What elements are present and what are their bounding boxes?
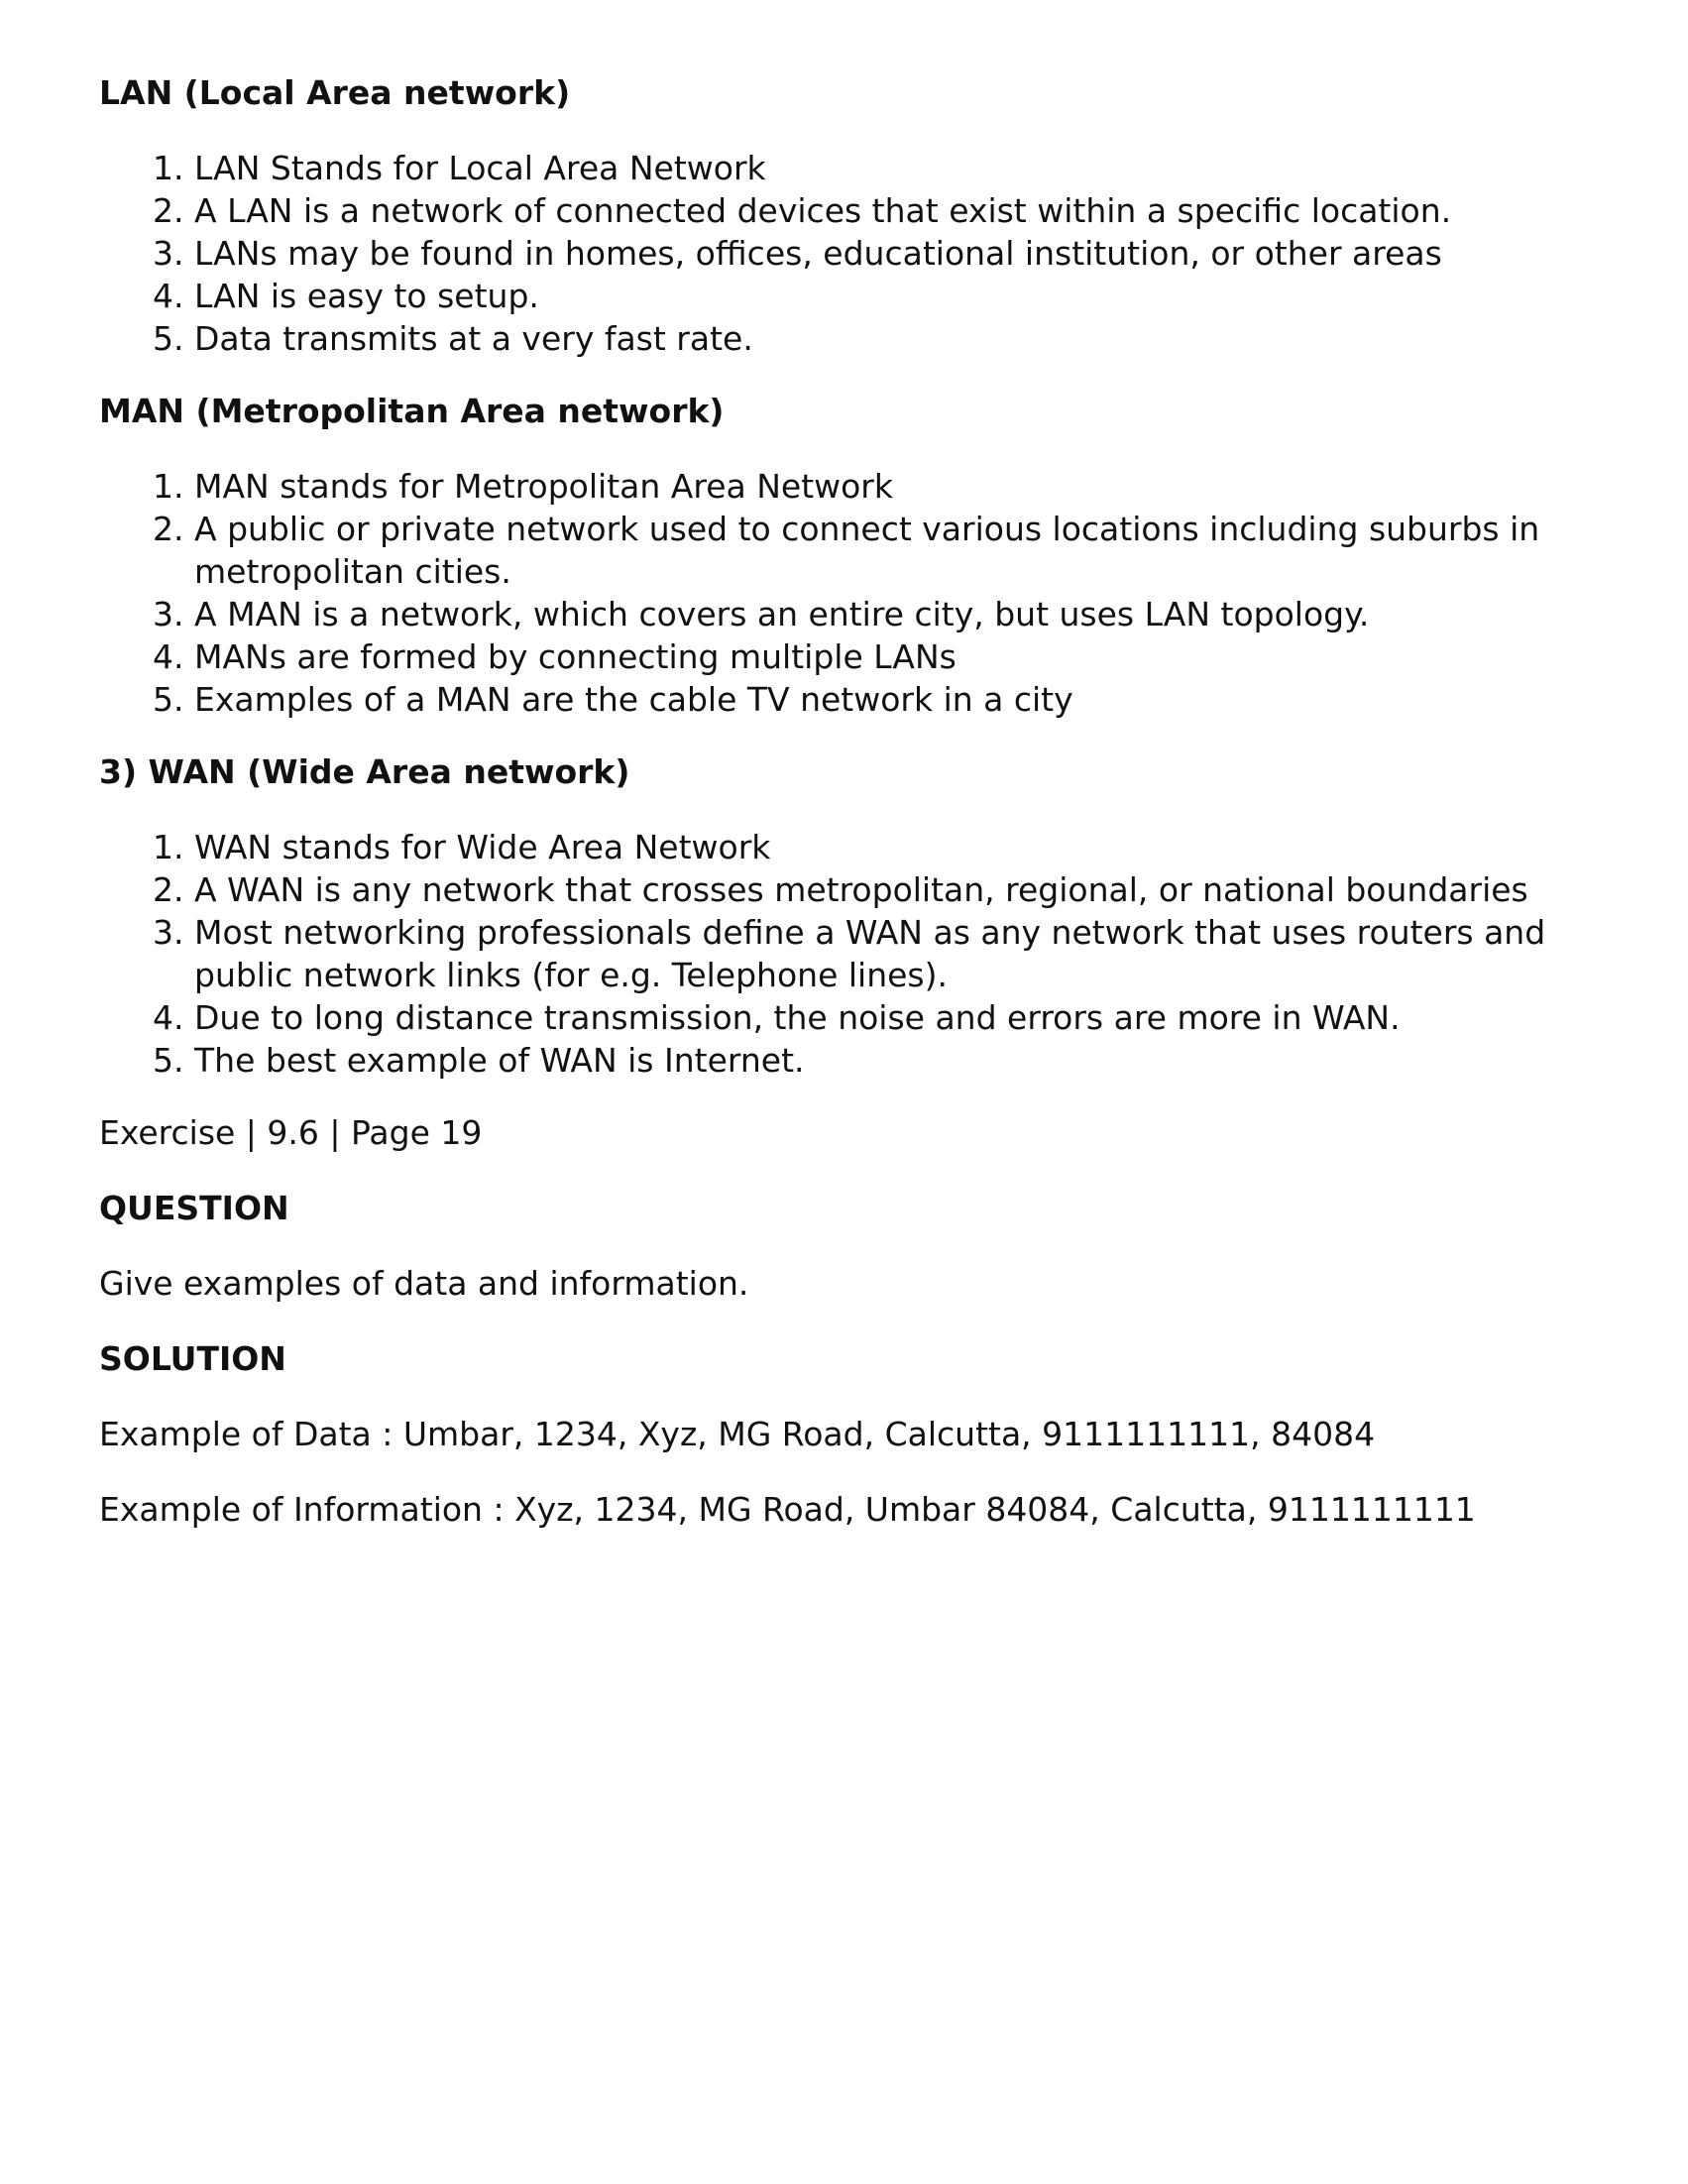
wan-heading: 3) WAN (Wide Area network) — [99, 752, 630, 791]
question-text: Give examples of data and information. — [99, 1264, 749, 1303]
list-item: 4. Due to long distance transmission, the noise and errors are more in WAN. — [194, 996, 1606, 1039]
wan-list — [99, 826, 1606, 1082]
man-list — [99, 465, 1606, 721]
list-item: 5. Examples of a MAN are the cable TV network in a city — [194, 678, 1606, 721]
document-page — [99, 71, 1606, 1563]
list-item: 5. Data transmits at a very fast rate. — [194, 317, 1606, 360]
lan-list — [99, 147, 1606, 360]
lan-heading: LAN (Local Area network) — [99, 73, 571, 112]
list-item: 3. LANs may be found in homes, offices, educational institution, or other areas — [194, 232, 1606, 275]
list-item: 2. A LAN is a network of connected devices that exist within a specific location. — [194, 189, 1606, 232]
information-example: Example of Information : Xyz, 1234, MG Road, Umbar 84084, Calcutta, 9111111111 — [99, 1490, 1476, 1529]
list-item: 4. MANs are formed by connecting multiple LANs — [194, 635, 1606, 678]
list-item: 5. The best example of WAN is Internet. — [194, 1039, 1606, 1082]
list-item: 2. A WAN is any network that crosses metropolitan, regional, or national boundaries — [194, 868, 1606, 911]
list-item: 3. Most networking professionals define a WAN as any network that uses routers and public network links (for e.g. Telephone lines). — [194, 911, 1606, 996]
list-item: 3. A MAN is a network, which covers an entire city, but uses LAN topology. — [194, 593, 1606, 635]
data-example: Example of Data : Umbar, 1234, Xyz, MG Road, Calcutta, 9111111111, 84084 — [99, 1415, 1376, 1453]
man-heading: MAN (Metropolitan Area network) — [99, 392, 725, 430]
list-item: 1. WAN stands for Wide Area Network — [194, 826, 1606, 868]
solution-heading: SOLUTION — [99, 1339, 286, 1378]
exercise-reference: Exercise | 9.6 | Page 19 — [99, 1113, 483, 1152]
list-item: 4. LAN is easy to setup. — [194, 275, 1606, 317]
list-item: 2. A public or private network used to connect various locations including suburbs in metropolitan cities. — [194, 508, 1606, 593]
list-item: 1. LAN Stands for Local Area Network — [194, 147, 1606, 189]
list-item: 1. MAN stands for Metropolitan Area Network — [194, 465, 1606, 508]
question-heading: QUESTION — [99, 1189, 289, 1227]
